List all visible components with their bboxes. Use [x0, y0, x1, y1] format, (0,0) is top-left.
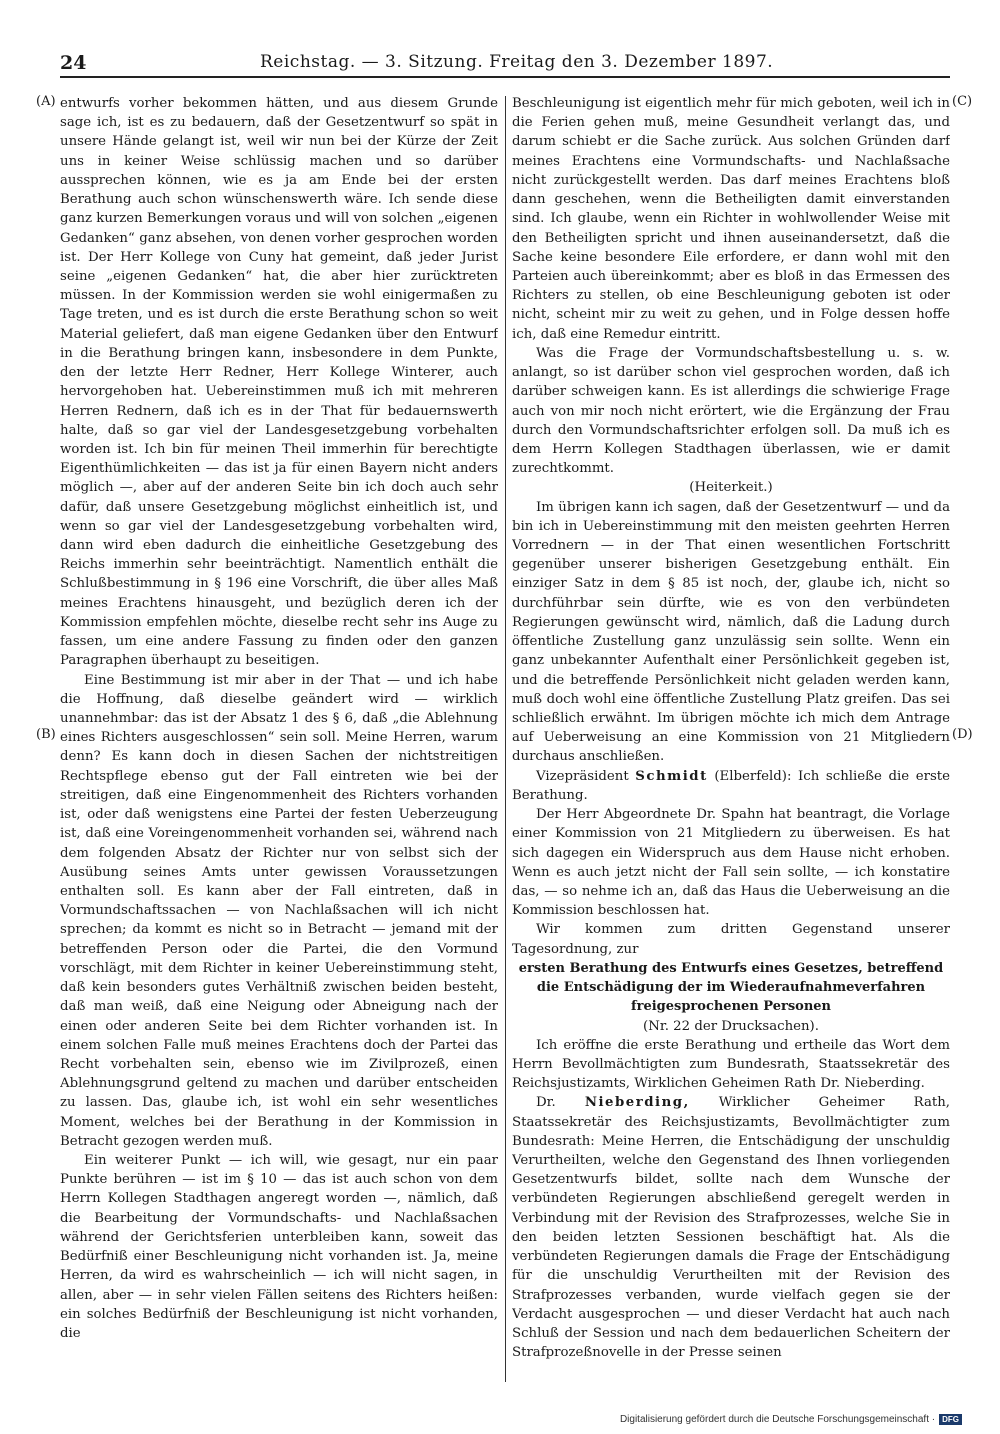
footer-text: Digitalisierung gefördert durch die Deutsche Forschungsgemeinschaft · — [619, 1414, 936, 1425]
left-paragraph-2: Eine Bestimmung ist mir aber in der That — und ich habe die Hoffnung, daß dieselbe geändert wird — wirklich unannehmbar: das ist der Absatz 1 des § 6, daß „die Ablehnung eines Richters ausgeschlossen“ sein soll. Meine Herren, warum denn? Es kann doch in diesen Sachen der nichtstreitigen Rechtspflege ebenso gut der Fall eintreten wie bei der streitigen, daß eine Eingenommenheit des Richters vorhanden ist, oder daß wenigstens eine Partei der festen Ueberzeugung ist, daß eine Voreingenommenheit vorhanden sei, während nach dem folgenden Absatz der Richter nur von selbst sich der Ausübung seines Amts unter gewissen Voraussetzungen enthalten soll. Es kann aber der Fall eintreten, daß in Vormundschaftssachen — von Nachlaßsachen will ich nicht sprechen; da kommt es nicht so in Betracht — jemand mit der betreffenden Person oder die Partei, die den Vormund vorschlägt, mit dem Richter in keiner Uebereinstimmung steht, daß kein besonders gutes Verhältniß zwischen beiden besteht, daß man weiß, daß eine Neigung oder Abneigung nach der einen oder anderen Seite bei dem Richter vorhanden ist. In einem solchen Falle muß meines Erachtens doch der Partei das Recht vorbehalten sein, ebenso wie im Zivilprozeß, einen Ablehnungsgrund geltend zu machen und darüber entscheiden zu lassen. Das, glaube ich, ist wohl ein sehr wesentliches Moment, welches bei der Berathung in der Kommission in Betracht gezogen werden muß. — [60, 672, 498, 1149]
speaker-speech: Wirklicher Geheimer Rath, Staatssekretär des Reichsjustizamts, Bevollmächtigter zum Bundesrath: Meine Herren, die Entschädigung der unschuldig Verurtheilten, welche den Gegenstand des Ihnen vorliegenden Gesetzentwurfs bildet, sollte nach dem Wunsche der verbündeten Regierungen abschließend geregelt werden in Verbindung mit der Revision des Strafprozesses, welche Sie in den beiden letzten Sessionen beschäftigt hat. Als die verbündeten Regierungen damals die Frage der Entschädigung für die unschuldig Verurtheilten mit der Revision des Strafprozesses verbanden, wurde vielfach gegen sie der Verdacht ausgesprochen — und dieser Verdacht hat auch nach Schluß der Session und nach dem bedauerlichen Scheitern der Strafprozeßnovelle in der Presse seinen — [512, 1095, 950, 1361]
margin-mark-d: (D) — [952, 727, 973, 742]
dfg-logo: DFG — [939, 1414, 962, 1425]
speaker-role: Vizepräsident — [536, 768, 629, 784]
right-paragraph-5: Der Herr Abgeordnete Dr. Spahn hat beantragt, die Vorlage einer Kommission von 21 Mitgliedern zu überweisen. Es hat sich dagegen ein Widerspruch aus dem Hause nicht erhoben. Wenn es auch jetzt nicht der Fall sein sollte, — ich konstatire das, — so nehme ich an, daß das Haus die Ueberweisung an die Kommission beschlossen hat. — [512, 807, 950, 919]
right-paragraph-2: Was die Frage der Vormundschaftsbestellung u. s. w. anlangt, so ist darüber schon viel gesprochen worden, daß ich darüber schweigen kann. Es ist allerdings die schwierige Frage auch von mir noch nicht erörtert, wie die Ergänzung der Frau durch den Vormundschaftsrichter erfolgen soll. Da muß ich es dem Herrn Kollegen Stadthagen überlassen, wie er damit zurechtkommt. — [512, 345, 950, 477]
right-paragraph-7: Ich eröffne die erste Berathung und ertheile das Wort dem Herrn Bevollmächtigten zum Bundesrath, Staatssekretär des Reichsjustizamts, Wirklichen Geheimen Rath Dr. Nieberding. — [512, 1037, 950, 1092]
right-paragraph-1: Beschleunigung ist eigentlich mehr für mich geboten, weil ich in die Ferien gehen muß, meine Gesundheit verlangt das, und darum schiebt er die Sache zurück. Aus solchen Gründen darf meines Erachtens eine Vormundschafts- und Nachlaßsache nicht zurückgestellt werden. Das darf meines Erachtens bloß dann geschehen, wenn die Betheiligten damit einverstanden sind. Ich glaube, wenn ein Richter in wohlwollender Weise mit den Betheiligten spricht und ihnen auseinandersetzt, daß die Sache keine besondere Eile erfordere, er dann wohl mit den Parteien auch übereinkommt; aber es bloß in das Ermessen des Richters zu stellen, ob eine Beschleunigung geboten ist oder nicht, scheint mir zu weit zu gehen, und in Folge dessen hoffe ich, daß eine Remedur eintritt. — [512, 96, 950, 342]
right-paragraph-6: Wir kommen zum dritten Gegenstand unserer Tagesordnung, zur — [512, 922, 950, 957]
left-paragraph-1: entwurfs vorher bekommen hätten, und aus diesem Grunde sage ich, ist es zu bedauern, daß der Gesetzentwurf so spät in unsere Hände gelangt ist, weil wir nun bei der Kürze der Zeit uns in keiner Weise schlüssig machen und so darüber aussprechen können, wie es ja am Ende bei der ersten Berathung auch schon wünschenswerth wäre. Ich sende diese ganz kurzen Bemerkungen voraus und will von solchen „eigenen Gedanken“ ganz absehen, von denen vorher gesprochen worden ist. Der Herr Kollege von Cuny hat gemeint, daß jeder Jurist seine „eigenen Gedanken“ hat, die aber hier zurücktreten müssen. In der Kommission werden sie wohl einigermaßen zu Tage treten, und es ist durch die erste Berathung schon so weit Material geliefert, daß man eigene Gedanken über den Entwurf in die Berathung bringen kann, insbesondere in dem Punkte, den der letzte Herr Redner, Herr Kollege Winterer, auch hervorgehoben hat. Uebereinstimmen muß ich mit mehreren Herren Rednern, daß ich es in der That für bedauernswerth halte, daß so gar viel der Landesgesetzgebung vorbehalten worden ist. Ich bin für meinen Theil immerhin für berechtigte Eigenthümlichkeiten — das ist ja für einen Bayern nicht anders möglich —, aber auf der anderen Seite bin ich doch auch sehr dafür, daß unsere Gesetzgebung möglichst einheitlich ist, und wenn so gar viel der Landesgesetzgebung vorbehalten wird, dann wird eben dadurch die einheitliche Gesetzgebung des Reichs immerhin sehr beeinträchtigt. Namentlich enthält die Schlußbestimmung in § 196 eine Vorschrift, die über alles Maß meines Erachtens hinausgeht, und bezüglich deren ich der Kommission empfehlen möchte, dieselbe recht sehr ins Auge zu fassen, um eine andere Fassung zu finden oder den ganzen Paragraphen überhaupt zu beseitigen. — [60, 96, 498, 669]
speaker-name-nieberding: Nieberding, — [584, 1095, 690, 1111]
page-number: 24 — [60, 52, 87, 74]
agenda-item-reference: (Nr. 22 der Drucksachen). — [643, 1018, 819, 1034]
interjection-heiterkeit: (Heiterkeit.) — [689, 480, 773, 496]
agenda-item-title: ersten Berathung des Entwurfs eines Gesetzes, betreffend die Entschädigung der im Wiederaufnahmeverfahren freigesprochenen Personen — [518, 960, 944, 1015]
footer-credit — [620, 1414, 962, 1425]
left-paragraph-3: Ein weiterer Punkt — ich will, wie gesagt, nur ein paar Punkte berühren — ist im § 10 — das ist auch schon von dem Herrn Kollegen Stadthagen angeregt worden —, nämlich, daß die Bearbeitung der Vormundschafts- und Nachlaßsachen während der Gerichtsferien unterbleiben kann, soweit das Bedürfniß einer Beschleunigung nicht vorhanden ist. Ja, meine Herren, da wird es wahrscheinlich — ich will nicht sagen, in allen, aber — in sehr vielen Fällen seitens des Richters heißen: ein solches Bedürfniß der Beschleunigung ist nicht vorhanden, die — [60, 1153, 498, 1341]
margin-mark-a: (A) — [36, 94, 56, 109]
header-rule — [60, 76, 950, 78]
margin-mark-b: (B) — [36, 727, 56, 742]
left-column — [60, 94, 498, 1384]
margin-mark-c: (C) — [952, 94, 973, 109]
running-title: Reichstag. — 3. Sitzung. Freitag den 3. Dezember 1897. — [260, 52, 774, 72]
column-divider — [505, 96, 506, 1382]
right-column — [512, 94, 950, 1384]
right-paragraph-3: Im übrigen kann ich sagen, daß der Gesetzentwurf — und da bin ich in Uebereinstimmung mit den meisten geehrten Herren Vorrednern — in der That einen wesentlichen Fortschritt gegenüber unserer bisherigen Gesetzgebung enthält. Ein einziger Satz in dem § 85 ist noch, der, glaube ich, nicht so durchführbar sein dürfte, wie es von den verbündeten Regierungen gewünscht wird, nämlich, daß die Ladung durch öffentliche Zustellung ganz unzulässig sein sollte. Wenn ein ganz unbekannter Aufenthalt einer Persönlichkeit gegeben ist, und die betreffende Persönlichkeit nicht geladen werden kann, muß doch wohl eine öffentliche Zustellung Platz greifen. Das sei schließlich erwähnt. Im übrigen möchte ich mich dem Antrage auf Ueberweisung an eine Kommission von 21 Mitgliedern durchaus anschließen. — [512, 499, 950, 765]
speaker-text: (Elberfeld): Ich schließe die erste Berathung. — [512, 768, 950, 803]
speaker-title: Dr. — [536, 1095, 556, 1111]
right-paragraph-4 — [512, 767, 950, 805]
speaker-name: Schmidt — [635, 768, 708, 784]
right-paragraph-8 — [512, 1093, 950, 1362]
